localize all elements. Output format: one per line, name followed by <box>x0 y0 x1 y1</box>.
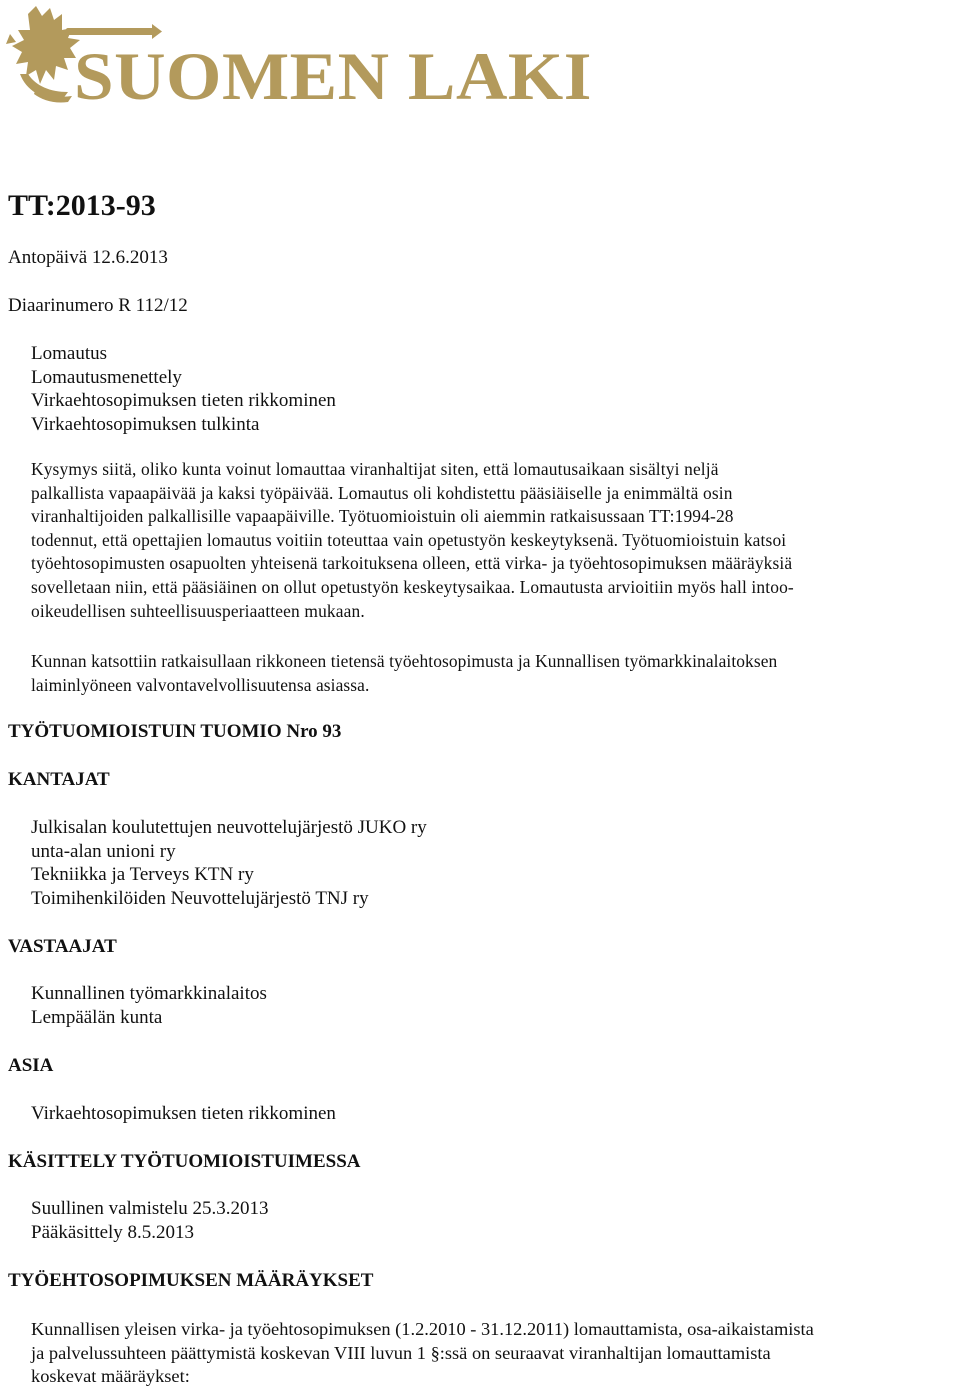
conclusion-line: Kunnan katsottiin ratkaisullaan rikkoneen tietensä työehtosopimusta ja Kunnallisen työmarkkinalaitoksen <box>31 651 778 671</box>
summary-line: palkallista vapaapäivää ja kaksi työpäivää. Lomautus oli kohdistettu pääsiäiselle ja enimmältä osin <box>31 482 733 503</box>
plaintiff-item: Toimihenkilöiden Neuvottelujärjestö TNJ ry <box>31 887 369 909</box>
keyword-item: Virkaehtosopimuksen tieten rikkominen <box>31 390 336 411</box>
provisions-text <box>31 1318 814 1389</box>
keyword-item: Lomautus <box>31 343 107 364</box>
plaintiff-item: unta-alan unioni ry <box>31 840 176 862</box>
summary-line: todennut, että opettajien lomautus voitiin toteuttaa vain opetustyön keskeytyksenä. Työtuomioistuin katsoi <box>31 529 787 550</box>
keyword-item: Lomautusmenettely <box>31 366 182 388</box>
judgment-heading: TYÖTUOMIOISTUIN TUOMIO Nro 93 <box>8 721 342 742</box>
provisions-line: ja palvelussuhteen päättymistä koskevan VIII luvun 1 §:ssä on seuraavat viranhaltijan lomauttamista <box>31 1342 771 1363</box>
plaintiffs-list <box>31 816 427 910</box>
matter-text: Virkaehtosopimuksen tieten rikkominen <box>31 1103 336 1124</box>
proceedings-heading: KÄSITTELY TYÖTUOMIOISTUIMESSA <box>8 1151 361 1172</box>
defendants-heading: VASTAAJAT <box>8 936 117 957</box>
conclusion-line: laiminlyöneen valvontavelvollisuutensa asiassa. <box>31 675 370 695</box>
summary-line: sovelletaan niin, että pääsiäinen on ollut opetustyön keskeytysaikaa. Lomautusta arvioitiin myös hall intoo- <box>31 576 794 597</box>
matter-heading: ASIA <box>8 1055 54 1076</box>
summary-line: työehtosopimusten osapuolten yhteisenä tarkoituksena olleen, että virka- ja työehtosopimuksen määräyksiä <box>31 553 793 574</box>
defendants-list <box>31 982 267 1029</box>
provisions-line: Kunnallisen yleisen virka- ja työehtosopimuksen (1.2.2010 - 31.12.2011) lomauttamista, osa-aikaistamista <box>31 1319 814 1339</box>
plaintiffs-heading: KANTAJAT <box>8 769 110 790</box>
suomen-laki-logo <box>6 4 596 104</box>
proceedings-list <box>31 1197 269 1244</box>
page-title: TT:2013-93 <box>8 189 156 222</box>
keyword-item: Virkaehtosopimuksen tulkinta <box>31 413 260 435</box>
case-summary <box>31 458 959 623</box>
case-conclusion <box>31 649 959 697</box>
plaintiff-item: Julkisalan koulutettujen neuvottelujärjestö JUKO ry <box>31 817 427 838</box>
provisions-heading: TYÖEHTOSOPIMUKSEN MÄÄRÄYKSET <box>8 1270 374 1291</box>
summary-line: viranhaltijoiden palkallisille vapaapäiville. Työtuomioistuin oli aiemmin ratkaisussaan TT:1994-28 <box>31 506 734 527</box>
provisions-line: koskevat määräykset: <box>31 1366 190 1386</box>
keyword-list <box>31 342 336 436</box>
defendant-item: Lempäälän kunta <box>31 1006 163 1028</box>
proceeding-item: Suullinen valmistelu 25.3.2013 <box>31 1198 269 1219</box>
summary-line: oikeudellisen suhteellisuusperiaatteen mukaan. <box>31 600 365 621</box>
svg-text:SUOMEN LAKI: SUOMEN LAKI <box>74 38 592 104</box>
defendant-item: Kunnallinen työmarkkinalaitos <box>31 983 267 1004</box>
issue-date: Antopäivä 12.6.2013 <box>8 247 168 268</box>
register-number: Diaarinumero R 112/12 <box>8 295 188 316</box>
proceeding-item: Pääkäsittely 8.5.2013 <box>31 1221 195 1243</box>
lion-emblem-icon <box>6 4 596 104</box>
summary-line: Kysymys siitä, oliko kunta voinut lomauttaa viranhaltijat siten, että lomautusaikaan sisältyi neljä <box>31 459 719 479</box>
plaintiff-item: Tekniikka ja Terveys KTN ry <box>31 864 254 885</box>
